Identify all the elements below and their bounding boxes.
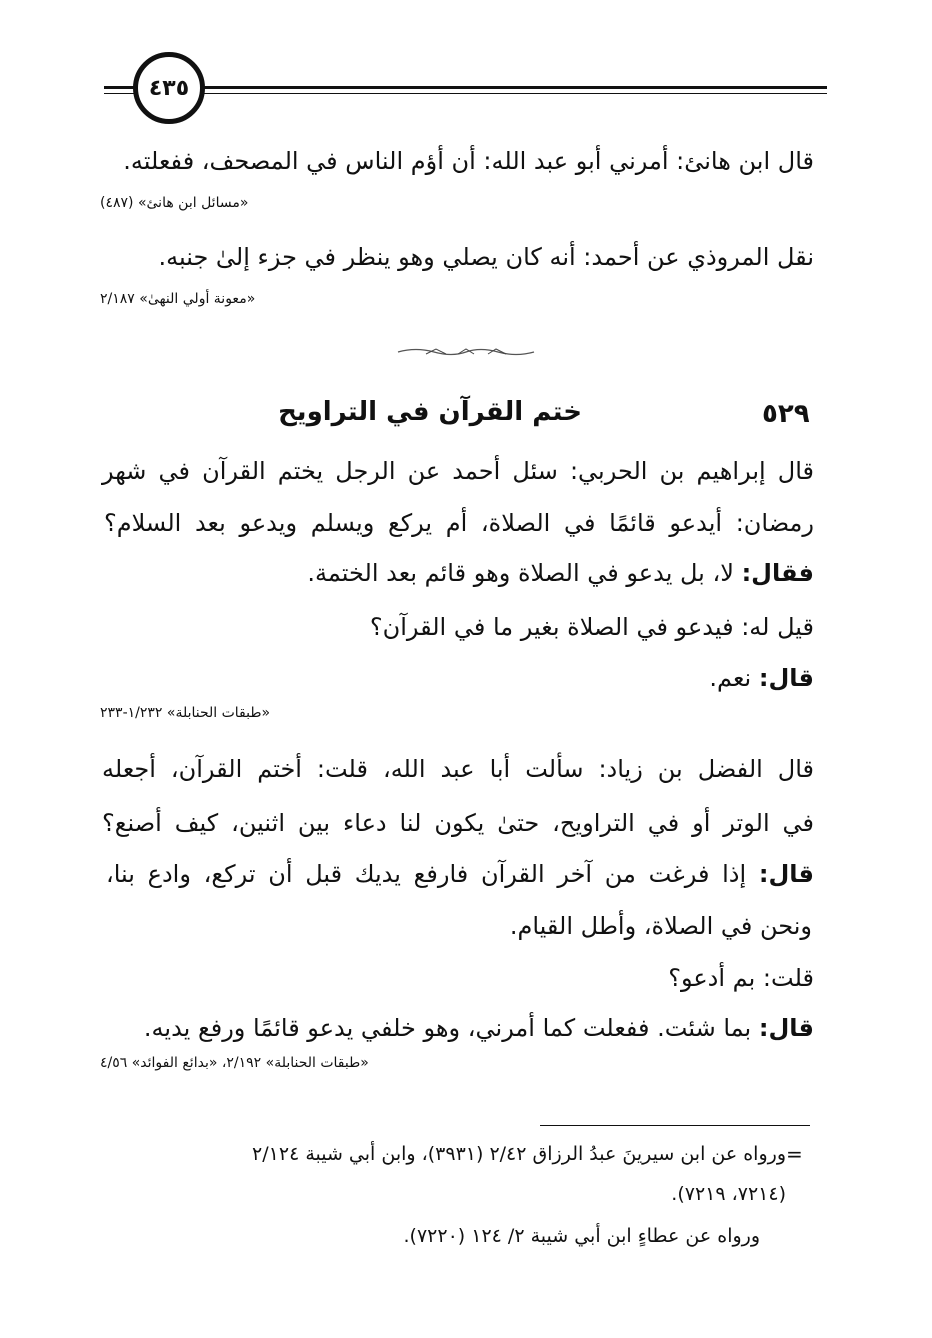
footnote-rule (540, 1125, 810, 1126)
ornament-divider-icon (396, 346, 536, 358)
paragraph-line: نقل المروذي عن أحمد: أنه كان يصلي وهو ينظر في جزء إلىٰ جنبه. (158, 243, 814, 271)
paragraph-line: قيل له: فيدعو في الصلاة بغير ما في القرآن؟ (369, 613, 814, 641)
quote-text: لا، بل يدعو في الصلاة وهو قائم بعد الختمة. (307, 559, 734, 587)
page-number: ٤٣٥ (133, 52, 205, 124)
source-citation: «طبقات الحنابلة» ٢/١٩٢، «بدائع الفوائد» ٤/٥٦ (100, 1055, 369, 1071)
section-number: ٥٢٩ (762, 399, 810, 429)
footnote-line: ورواه عن ابن سيرينَ عبدُ الرزاق ٢/٤٢ (٣٩٣١)، وابن أبي شيبة ٢/١٢٤ (252, 1143, 786, 1165)
paragraph-line: في الوتر أو في التراويح، حتىٰ يكون لنا دعاء بين اثنين، كيف أصنع؟ (102, 809, 814, 837)
header-rule-thin (104, 93, 827, 94)
footnote-line: ورواه عن عطاءٍ ابن أبي شيبة ٢/ ١٢٤ (٧٢٢٠). (403, 1225, 760, 1247)
footnote-line: (٧٢١٤، ٧٢١٩). (671, 1183, 786, 1205)
paragraph-line (144, 1011, 814, 1045)
paragraph-line: قال إبراهيم بن الحربي: سئل أحمد عن الرجل يختم القرآن في شهر (102, 457, 814, 485)
footnote-continuation-marker: = (786, 1142, 803, 1166)
source-citation: «طبقات الحنابلة» ١/٢٣٢-٢٣٣ (100, 705, 271, 721)
paragraph-line: رمضان: أيدعو قائمًا في الصلاة، أم يركع ويسلم ويدعو بعد السلام؟ (104, 509, 814, 537)
paragraph-line (307, 556, 814, 590)
quote-text: نعم. (709, 664, 752, 692)
speaker-label: قال: (758, 664, 814, 692)
section-title: ختم القرآن في التراويح (278, 397, 582, 427)
source-citation: «معونة أولي النهىٰ» ٢/١٨٧ (100, 291, 256, 307)
paragraph-line: ونحن في الصلاة، وأطل القيام. (509, 912, 812, 940)
speaker-label: قال: (758, 860, 814, 888)
speaker-label: فقال: (741, 559, 814, 587)
speaker-label: قال: (758, 1014, 814, 1042)
paragraph-line: قال ابن هانئ: أمرني أبو عبد الله: أن أؤم الناس في المصحف، ففعلته. (123, 147, 814, 175)
source-citation: «مسائل ابن هانئ» (٤٨٧) (100, 195, 249, 211)
quote-text: إذا فرغت من آخر القرآن فارفع يديك قبل أن تركع، وادع بنا، (106, 860, 747, 888)
paragraph-line: قلت: بم أدعو؟ (668, 964, 814, 992)
header-rule-thick (104, 86, 827, 89)
paragraph-line: قال الفضل بن زياد: سألت أبا عبد الله، قلت: أختم القرآن، أجعله (102, 755, 814, 783)
quote-text: بما شئت. ففعلت كما أمرني، وهو خلفي يدعو قائمًا ورفع يديه. (143, 1014, 752, 1042)
paragraph-line (709, 661, 814, 695)
paragraph-line (106, 857, 814, 891)
